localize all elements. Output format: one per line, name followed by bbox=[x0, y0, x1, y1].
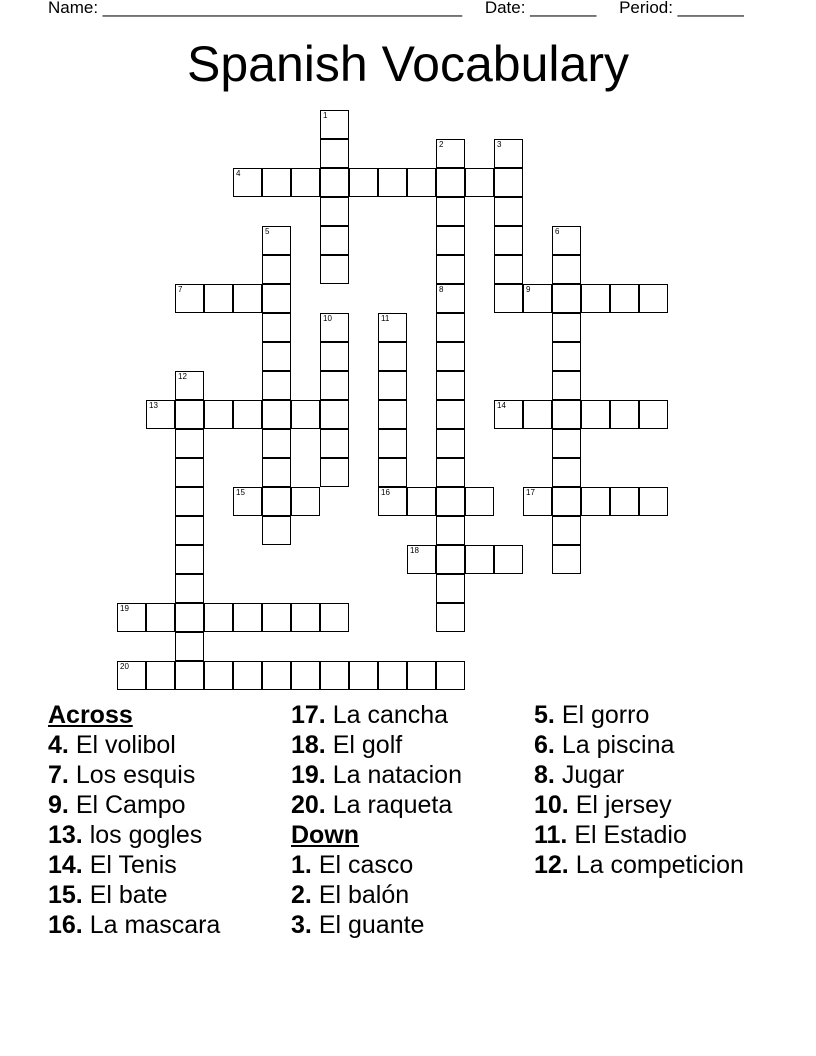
crossword-cell[interactable] bbox=[436, 342, 465, 371]
crossword-cell[interactable] bbox=[262, 516, 291, 545]
crossword-cell[interactable] bbox=[262, 342, 291, 371]
crossword-cell[interactable] bbox=[465, 545, 494, 574]
crossword-cell[interactable] bbox=[233, 661, 262, 690]
crossword-cell[interactable] bbox=[117, 661, 146, 690]
crossword-cell[interactable] bbox=[320, 139, 349, 168]
crossword-cell[interactable] bbox=[581, 400, 610, 429]
clue-text: La piscina bbox=[561, 731, 675, 759]
down-heading: Down bbox=[291, 821, 360, 849]
crossword-cell[interactable] bbox=[581, 487, 610, 516]
crossword-cell[interactable] bbox=[320, 226, 349, 255]
crossword-cell[interactable] bbox=[204, 284, 233, 313]
clue-number: 8 bbox=[439, 285, 444, 294]
crossword-cell[interactable] bbox=[146, 603, 175, 632]
clue-number: 1 bbox=[323, 111, 328, 120]
crossword-cell[interactable] bbox=[552, 487, 581, 516]
crossword-cell[interactable] bbox=[378, 342, 407, 371]
crossword-cell[interactable] bbox=[262, 429, 291, 458]
crossword-cell[interactable] bbox=[320, 603, 349, 632]
crossword-cell[interactable] bbox=[378, 458, 407, 487]
crossword-cell[interactable] bbox=[349, 168, 378, 197]
clue-number-label: 20. bbox=[291, 791, 326, 819]
name-field[interactable]: Name: ______________________________________ bbox=[48, 0, 463, 17]
crossword-cell[interactable] bbox=[378, 661, 407, 690]
crossword-cell[interactable] bbox=[639, 400, 668, 429]
crossword-cell[interactable] bbox=[291, 400, 320, 429]
crossword-cell[interactable] bbox=[204, 400, 233, 429]
clue-item bbox=[534, 820, 764, 850]
crossword-cell[interactable] bbox=[291, 661, 320, 690]
crossword-cell[interactable] bbox=[552, 429, 581, 458]
clue-item bbox=[534, 760, 764, 790]
crossword-cell[interactable] bbox=[378, 400, 407, 429]
clue-item bbox=[48, 880, 278, 910]
clue-item bbox=[534, 700, 764, 730]
crossword-cell[interactable] bbox=[233, 400, 262, 429]
clue-number-label: 9. bbox=[48, 791, 69, 819]
clue-item bbox=[291, 850, 521, 880]
clue-text: El Tenis bbox=[89, 851, 177, 879]
crossword-cell[interactable] bbox=[436, 255, 465, 284]
crossword-cell[interactable] bbox=[233, 168, 262, 197]
crossword-cell[interactable] bbox=[175, 284, 204, 313]
crossword-cell[interactable] bbox=[436, 139, 465, 168]
crossword-cell[interactable] bbox=[552, 458, 581, 487]
clue-number: 5 bbox=[265, 227, 270, 236]
clue-item bbox=[291, 880, 521, 910]
crossword-cell[interactable] bbox=[262, 400, 291, 429]
clue-number-label: 10. bbox=[534, 791, 569, 819]
clue-number: 11 bbox=[381, 314, 390, 323]
clue-item bbox=[534, 790, 764, 820]
crossword-cell[interactable] bbox=[523, 284, 552, 313]
clue-text: El golf bbox=[332, 731, 403, 759]
clue-item bbox=[291, 760, 521, 790]
crossword-cell[interactable] bbox=[639, 487, 668, 516]
crossword-cell[interactable] bbox=[407, 545, 436, 574]
crossword-cell[interactable] bbox=[436, 197, 465, 226]
clue-number-label: 19. bbox=[291, 761, 326, 789]
crossword-cell[interactable] bbox=[320, 429, 349, 458]
clue-number-label: 12. bbox=[534, 851, 569, 879]
clue-item bbox=[291, 700, 521, 730]
crossword-cell[interactable] bbox=[175, 545, 204, 574]
clue-item bbox=[291, 730, 521, 760]
crossword-cell[interactable] bbox=[378, 313, 407, 342]
clue-number: 19 bbox=[120, 604, 129, 613]
clue-number: 7 bbox=[178, 285, 183, 294]
clue-item bbox=[48, 910, 278, 940]
crossword-cell[interactable] bbox=[552, 226, 581, 255]
crossword-cell[interactable] bbox=[436, 400, 465, 429]
clue-number: 17 bbox=[526, 488, 535, 497]
crossword-cell[interactable] bbox=[407, 661, 436, 690]
crossword-cell[interactable] bbox=[407, 487, 436, 516]
crossword-cell[interactable] bbox=[465, 487, 494, 516]
clue-text: El jersey bbox=[575, 791, 672, 819]
crossword-cell[interactable] bbox=[233, 284, 262, 313]
crossword-cell[interactable] bbox=[320, 110, 349, 139]
crossword-cell[interactable] bbox=[291, 603, 320, 632]
clue-item bbox=[534, 730, 764, 760]
crossword-cell[interactable] bbox=[378, 429, 407, 458]
crossword-cell[interactable] bbox=[494, 255, 523, 284]
crossword-cell[interactable] bbox=[262, 661, 291, 690]
crossword-cell[interactable] bbox=[146, 400, 175, 429]
crossword-cell[interactable] bbox=[320, 458, 349, 487]
crossword-cell[interactable] bbox=[436, 574, 465, 603]
crossword-cell[interactable] bbox=[465, 168, 494, 197]
clue-text: La mascara bbox=[89, 911, 221, 939]
crossword-cell[interactable] bbox=[552, 400, 581, 429]
crossword-cell[interactable] bbox=[494, 226, 523, 255]
clue-number: 20 bbox=[120, 662, 129, 671]
clue-number: 12 bbox=[178, 372, 187, 381]
crossword-cell[interactable] bbox=[320, 661, 349, 690]
crossword-cell[interactable] bbox=[436, 284, 465, 313]
crossword-cell[interactable] bbox=[204, 603, 233, 632]
crossword-cell[interactable] bbox=[552, 284, 581, 313]
crossword-cell[interactable] bbox=[436, 487, 465, 516]
crossword-cell[interactable] bbox=[175, 371, 204, 400]
crossword-cell[interactable] bbox=[436, 371, 465, 400]
clue-text: El bate bbox=[89, 881, 168, 909]
crossword-cell[interactable] bbox=[291, 168, 320, 197]
clue-column-3 bbox=[534, 700, 764, 880]
clue-item bbox=[291, 910, 521, 940]
crossword-cell[interactable] bbox=[262, 458, 291, 487]
crossword-cell[interactable] bbox=[146, 661, 175, 690]
crossword-cell[interactable] bbox=[175, 487, 204, 516]
crossword-cell[interactable] bbox=[494, 400, 523, 429]
clue-number-label: 15. bbox=[48, 881, 83, 909]
crossword-cell[interactable] bbox=[262, 603, 291, 632]
clue-text: Jugar bbox=[561, 761, 625, 789]
clue-text: La natacion bbox=[332, 761, 462, 789]
clue-number-label: 8. bbox=[534, 761, 555, 789]
crossword-cell[interactable] bbox=[262, 284, 291, 313]
crossword-cell[interactable] bbox=[552, 516, 581, 545]
clue-text: El guante bbox=[318, 911, 425, 939]
crossword-cell[interactable] bbox=[610, 284, 639, 313]
clue-text: La competicion bbox=[575, 851, 744, 879]
crossword-cell[interactable] bbox=[262, 313, 291, 342]
crossword-cell[interactable] bbox=[320, 371, 349, 400]
crossword-cell[interactable] bbox=[436, 603, 465, 632]
clue-text: El gorro bbox=[561, 701, 650, 729]
crossword-cell[interactable] bbox=[378, 487, 407, 516]
crossword-cell[interactable] bbox=[262, 487, 291, 516]
crossword-cell[interactable] bbox=[175, 429, 204, 458]
crossword-cell[interactable] bbox=[175, 516, 204, 545]
clue-number: 3 bbox=[497, 140, 502, 149]
clue-number-label: 16. bbox=[48, 911, 83, 939]
crossword-cell[interactable] bbox=[436, 516, 465, 545]
clue-item bbox=[48, 760, 278, 790]
crossword-cell[interactable] bbox=[262, 371, 291, 400]
crossword-cell[interactable] bbox=[320, 168, 349, 197]
crossword-cell[interactable] bbox=[436, 429, 465, 458]
crossword-cell[interactable] bbox=[320, 342, 349, 371]
clue-number-label: 3. bbox=[291, 911, 312, 939]
clue-number-label: 5. bbox=[534, 701, 555, 729]
clue-text: los gogles bbox=[89, 821, 203, 849]
crossword-cell[interactable] bbox=[436, 545, 465, 574]
clue-number-label: 6. bbox=[534, 731, 555, 759]
clue-number-label: 4. bbox=[48, 731, 69, 759]
clue-column-1 bbox=[48, 700, 278, 940]
crossword-cell[interactable] bbox=[320, 400, 349, 429]
crossword-cell[interactable] bbox=[378, 371, 407, 400]
crossword-cell[interactable] bbox=[436, 661, 465, 690]
crossword-cell[interactable] bbox=[175, 574, 204, 603]
clue-column-2 bbox=[291, 700, 521, 940]
clue-text: Los esquis bbox=[75, 761, 196, 789]
clue-number: 15 bbox=[236, 488, 245, 497]
clue-item bbox=[534, 850, 764, 880]
period-field[interactable]: Period: _______ bbox=[619, 0, 744, 17]
crossword-cell[interactable] bbox=[610, 400, 639, 429]
crossword-cell[interactable] bbox=[349, 661, 378, 690]
crossword-cell[interactable] bbox=[204, 661, 233, 690]
clue-number-label: 7. bbox=[48, 761, 69, 789]
crossword-cell[interactable] bbox=[436, 168, 465, 197]
across-heading: Across bbox=[48, 701, 133, 729]
page-title: Spanish Vocabulary bbox=[187, 36, 629, 92]
crossword-cell[interactable] bbox=[262, 255, 291, 284]
crossword-cell[interactable] bbox=[378, 168, 407, 197]
clue-number-label: 2. bbox=[291, 881, 312, 909]
crossword-cell[interactable] bbox=[320, 313, 349, 342]
crossword-cell[interactable] bbox=[552, 313, 581, 342]
clue-text: El casco bbox=[318, 851, 414, 879]
crossword-cell[interactable] bbox=[581, 284, 610, 313]
crossword-cell[interactable] bbox=[523, 400, 552, 429]
crossword-cell[interactable] bbox=[639, 284, 668, 313]
clue-item bbox=[291, 790, 521, 820]
clue-number: 14 bbox=[497, 401, 506, 410]
clue-item bbox=[48, 850, 278, 880]
crossword-cell[interactable] bbox=[233, 603, 262, 632]
crossword-cell[interactable] bbox=[320, 255, 349, 284]
clue-text: El volibol bbox=[75, 731, 176, 759]
crossword-cell[interactable] bbox=[436, 458, 465, 487]
clue-number: 10 bbox=[323, 314, 332, 323]
crossword-cell[interactable] bbox=[175, 400, 204, 429]
clue-number: 13 bbox=[149, 401, 158, 410]
crossword-cell[interactable] bbox=[552, 545, 581, 574]
clue-number-label: 18. bbox=[291, 731, 326, 759]
clue-item bbox=[48, 820, 278, 850]
crossword-cell[interactable] bbox=[117, 603, 146, 632]
clue-number-label: 1. bbox=[291, 851, 312, 879]
clue-number-label: 17. bbox=[291, 701, 326, 729]
crossword-cell[interactable] bbox=[233, 487, 262, 516]
clue-text: La raqueta bbox=[332, 791, 453, 819]
clue-number-label: 13. bbox=[48, 821, 83, 849]
clue-text: El balón bbox=[318, 881, 410, 909]
clue-number: 4 bbox=[236, 169, 241, 178]
crossword-cell[interactable] bbox=[552, 342, 581, 371]
crossword-cell[interactable] bbox=[610, 487, 639, 516]
crossword-cell[interactable] bbox=[552, 371, 581, 400]
crossword-cell[interactable] bbox=[436, 313, 465, 342]
crossword-cell[interactable] bbox=[175, 458, 204, 487]
crossword-cell[interactable] bbox=[494, 197, 523, 226]
crossword-cell[interactable] bbox=[291, 487, 320, 516]
clue-number: 6 bbox=[555, 227, 560, 236]
crossword-cell[interactable] bbox=[523, 487, 552, 516]
clue-item bbox=[48, 730, 278, 760]
crossword-cell[interactable] bbox=[262, 168, 291, 197]
crossword-cell[interactable] bbox=[552, 255, 581, 284]
crossword-cell[interactable] bbox=[320, 197, 349, 226]
clue-text: La cancha bbox=[332, 701, 449, 729]
clue-number: 18 bbox=[410, 546, 419, 555]
clue-number-label: 11. bbox=[534, 821, 568, 849]
crossword-cell[interactable] bbox=[494, 284, 523, 313]
date-field[interactable]: Date: _______ bbox=[484, 0, 597, 17]
crossword-cell[interactable] bbox=[262, 226, 291, 255]
clue-number: 2 bbox=[439, 140, 444, 149]
clue-number: 9 bbox=[526, 285, 531, 294]
clue-item bbox=[48, 790, 278, 820]
crossword-cell[interactable] bbox=[494, 545, 523, 574]
crossword-cell[interactable] bbox=[175, 632, 204, 661]
crossword-cell[interactable] bbox=[175, 661, 204, 690]
clue-number-label: 14. bbox=[48, 851, 83, 879]
crossword-cell[interactable] bbox=[494, 139, 523, 168]
clue-text: El Campo bbox=[75, 791, 186, 819]
crossword-cell[interactable] bbox=[175, 603, 204, 632]
clue-number: 16 bbox=[381, 488, 390, 497]
crossword-cell[interactable] bbox=[436, 226, 465, 255]
crossword-cell[interactable] bbox=[407, 168, 436, 197]
crossword-cell[interactable] bbox=[494, 168, 523, 197]
clue-text: El Estadio bbox=[574, 821, 687, 849]
